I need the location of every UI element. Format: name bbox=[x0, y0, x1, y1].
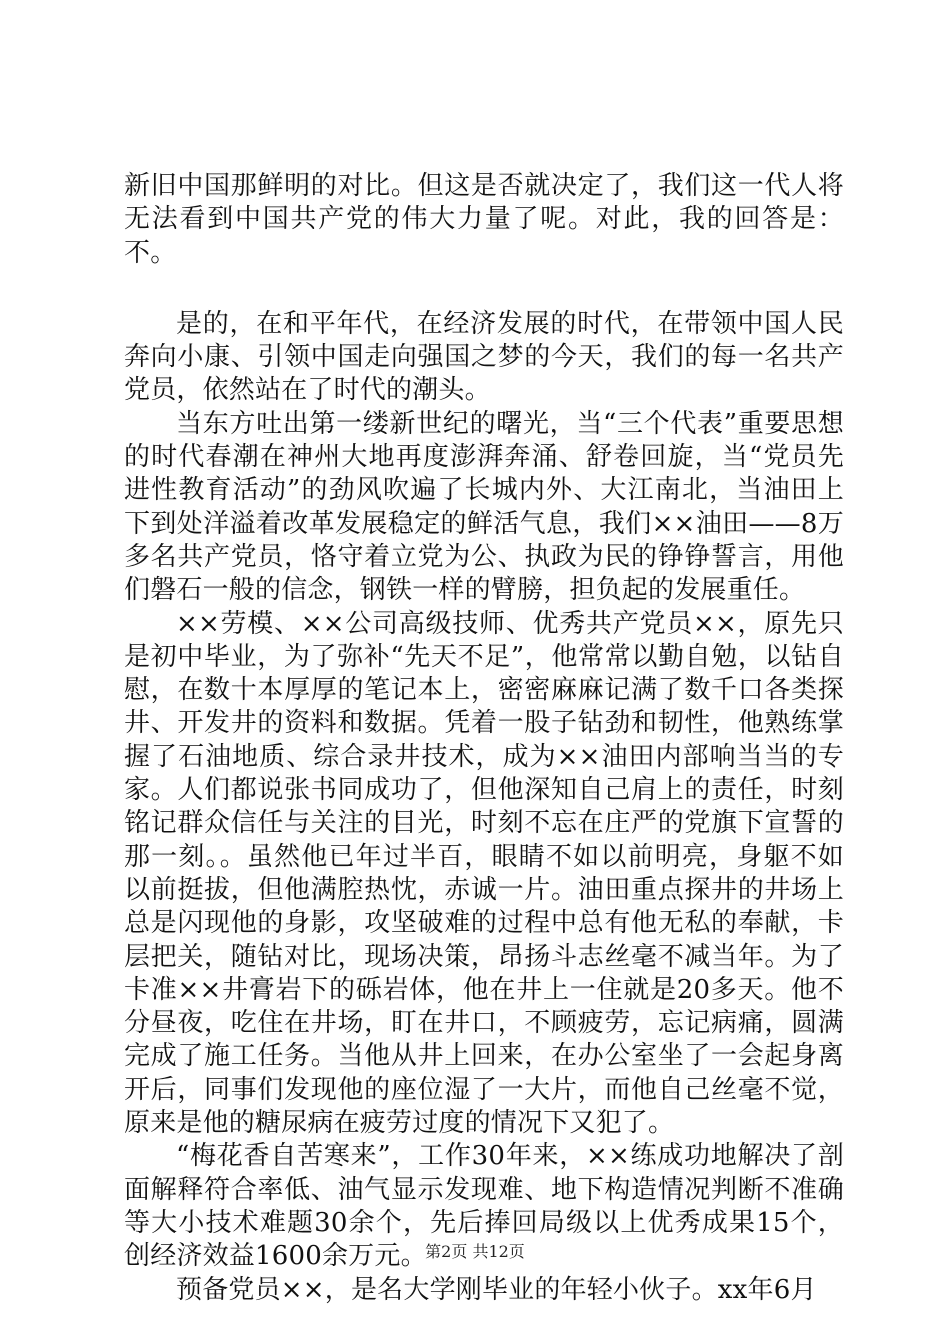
paragraph-peace-era: 是的，在和平年代，在经济发展的时代，在带领中国人民奔向小康、引领中国走向强国之梦的今天，我们的每一名共产党员，依然站在了时代的潮头。 bbox=[124, 308, 844, 406]
document-body bbox=[124, 170, 844, 1307]
page-footer bbox=[0, 1242, 950, 1262]
paragraph-continuation: 新旧中国那鲜明的对比。但这是否就决定了，我们这一代人将无法看到中国共产党的伟大力量了呢。对此，我的回答是：不。 bbox=[124, 171, 844, 268]
paragraph-probationary-member: 预备党员××，是名大学刚毕业的年轻小伙子。xx年6月 bbox=[176, 1274, 817, 1305]
paragraph-model-worker: ××劳模、××公司高级技师、优秀共产党员××，原先只是初中毕业，为了弥补“先天不足”，他常常以勤自勉，以钻自慰，在数十本厚厚的笔记本上，密密麻麻记满了数千口各类探井、开发井的资料和数据。凭着一股子钻劲和韧性，他熟练掌握了石油地质、综合录井技术，成为××油田内部响当当的专家。人们都说张书同成功了，但他深知自己肩上的责任，时刻铭记群众信任与关注的目光，时刻不忘在庄严的党旗下宣誓的那一刻。。虽然他已年过半百，眼睛不如以前明亮，身躯不如以前挺拔，但他满腔热忱，赤诚一片。油田重点探井的井场上总是闪现他的身影，攻坚破难的过程中总有他无私的奉献，卡层把关，随钻对比，现场决策，昂扬斗志丝毫不减当年。为了卡准××井膏岩下的砾岩体，他在井上一住就是20多天。他不分昼夜，吃住在井场，盯在井口，不顾疲劳，忘记病痛，圆满完成了施工任务。当他从井上回来，在办公室坐了一会起身离开后，同事们发现他的座位湿了一大片，而他自己丝毫不觉，原来是他的糖尿病在疲劳过度的情况下又犯了。 bbox=[124, 608, 844, 1139]
page-indicator: 第2页 共12页 bbox=[425, 1242, 525, 1261]
paragraph-new-century: 当东方吐出第一缕新世纪的曙光，当“三个代表”重要思想的时代春潮在神州大地再度澎湃奔涌、舒卷回旋，当“党员先进性教育活动”的劲风吹遍了长城内外、大江南北，当油田上下到处洋溢着改革发展稳定的鲜活气息，我们××油田——8万多名共产党员，恪守着立党为公、执政为民的铮铮誓言，用他们磐石一般的信念，钢铁一样的臂膀，担负起的发展重任。 bbox=[124, 408, 844, 606]
paragraph-achievements: “梅花香自苦寒来”，工作30年来，××练成功地解决了剖面解释符合率低、油气显示发现难、地下构造情况判断不准确等大小技术难题30余个，先后捧回局级以上优秀成果15个，创经济效益1600余万元。 bbox=[124, 1141, 844, 1272]
